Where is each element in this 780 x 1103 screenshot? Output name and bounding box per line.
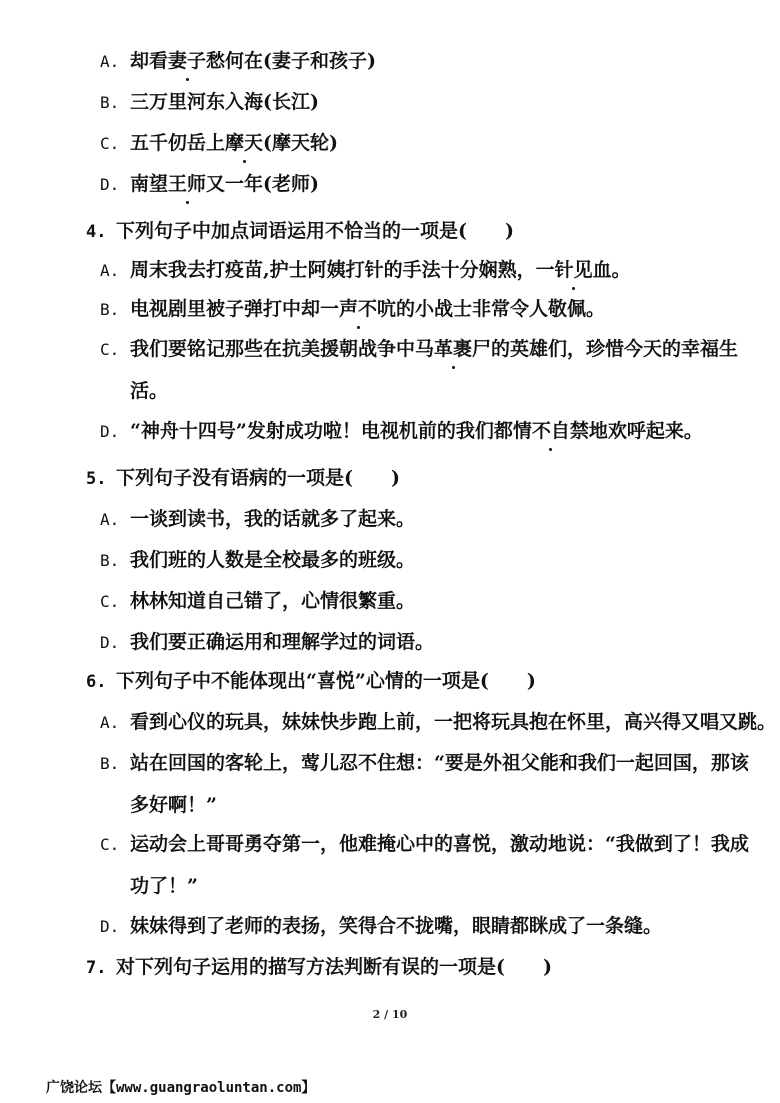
option-text-part: 站在回国的客轮上，莺儿忍不住想：“要是外祖父能和我们一起回国，那该 [130, 752, 749, 774]
option-3c [100, 130, 338, 156]
option-6d [100, 913, 662, 939]
option-text-part: 多好啊！” [130, 794, 217, 816]
option-4a [100, 257, 631, 283]
dotted-word: 一声不吭 [320, 298, 397, 320]
option-marker: D. [100, 422, 120, 441]
question-number: 4. [86, 222, 107, 242]
dotted-word: 马革裹尸 [415, 338, 492, 360]
option-4c-continued [130, 378, 168, 404]
option-text-part: 林林知道自己错了，心情很繁重。 [130, 590, 416, 612]
option-text-part: 功了！” [130, 875, 198, 897]
option-text-part: 一谈到读书，我的话就多了起来。 [130, 508, 416, 530]
option-5a [100, 506, 415, 532]
option-text-part: 电视剧里被子弹打中却 [130, 298, 321, 320]
dotted-word: 妻子 [168, 50, 207, 72]
option-4d [100, 418, 703, 444]
question-text: 下列句子中加点词语运用不恰当的一项是( ) [116, 220, 514, 242]
option-6b [100, 750, 749, 776]
option-5b [100, 547, 415, 573]
question-5 [86, 465, 400, 491]
option-text-part: 我们要铭记那些在抗美援朝战争中 [130, 338, 416, 360]
option-3b [100, 89, 319, 115]
option-text-part: 活。 [130, 380, 169, 402]
option-marker: C. [100, 340, 120, 359]
dotted-word: 摩天 [225, 132, 264, 154]
option-text-part: 。 [611, 259, 631, 281]
question-number: 6. [86, 672, 107, 692]
question-text: 对下列句子运用的描写方法判断有误的一项是( ) [116, 956, 552, 978]
option-text-part: 又一年(老师) [206, 173, 320, 195]
option-text-part: 愁何在(妻子和孩子) [206, 50, 377, 72]
option-marker: A. [100, 713, 120, 732]
option-marker: B. [100, 551, 120, 570]
option-text-part: 的英雄们，珍惜今天的幸福生 [491, 338, 739, 360]
page-number: 2 / 10 [372, 1008, 408, 1021]
option-text-part: 我们要正确运用和理解学过的词语。 [130, 631, 435, 653]
footer-source-text: 广饶论坛【www.guangraoluntan.com】 [46, 1080, 316, 1096]
option-marker: C. [100, 134, 120, 153]
option-text-part: 三万里河东入海(长江) [130, 91, 319, 113]
option-3a [100, 48, 376, 74]
option-marker: D. [100, 633, 120, 652]
question-text: 下列句子中不能体现出“喜悦”心情的一项是( ) [116, 670, 536, 692]
question-number: 7. [86, 958, 107, 978]
option-marker: C. [100, 835, 120, 854]
question-4 [86, 218, 514, 244]
question-7 [86, 954, 552, 980]
option-text-part: “神舟十四号”发射成功啦！电视机前的我们都 [130, 420, 513, 442]
question-text: 下列句子没有语病的一项是( ) [116, 467, 400, 489]
question-number: 5. [86, 469, 107, 489]
option-marker: D. [100, 917, 120, 936]
option-marker: A. [100, 52, 120, 71]
option-text-part: 南望 [130, 173, 169, 195]
option-4c [100, 336, 738, 362]
option-6b-continued [130, 792, 217, 818]
option-text-part: 妹妹得到了老师的表扬，笑得合不拢嘴，眼睛都眯成了一条缝。 [130, 915, 663, 937]
option-text-part: 却看 [130, 50, 169, 72]
option-text-part: 地欢呼起来。 [588, 420, 703, 442]
option-marker: A. [100, 510, 120, 529]
option-text-part: 周末我去打疫苗,护士阿姨打针的手法十分娴熟， [130, 259, 536, 281]
option-marker: B. [100, 93, 120, 112]
option-5c [100, 588, 415, 614]
dotted-word: 一针见血 [535, 259, 612, 281]
option-5d [100, 629, 434, 655]
dotted-word: 王师 [168, 173, 207, 195]
option-text-part: 看到心仪的玩具，妹妹快步跑上前，一把将玩具抱在怀里，高兴得又唱又跳。 [130, 711, 777, 733]
option-marker: C. [100, 592, 120, 611]
option-3d [100, 171, 319, 197]
option-text-part: 的小战士非常令人敬佩。 [396, 298, 606, 320]
option-text-part: 五千仞岳上 [130, 132, 226, 154]
option-text-part: 运动会上哥哥勇夺第一，他难掩心中的喜悦，激动地说：“我做到了！我成 [130, 833, 749, 855]
dotted-word: 情不自禁 [512, 420, 589, 442]
option-text-part: 我们班的人数是全校最多的班级。 [130, 549, 416, 571]
option-6a [100, 709, 776, 735]
option-text-part: (摩天轮) [263, 132, 339, 154]
option-6c [100, 831, 749, 857]
option-marker: D. [100, 175, 120, 194]
option-marker: A. [100, 261, 120, 280]
option-6c-continued [130, 873, 198, 899]
question-6 [86, 668, 536, 694]
option-4b [100, 296, 605, 322]
option-marker: B. [100, 754, 120, 773]
option-marker: B. [100, 300, 120, 319]
